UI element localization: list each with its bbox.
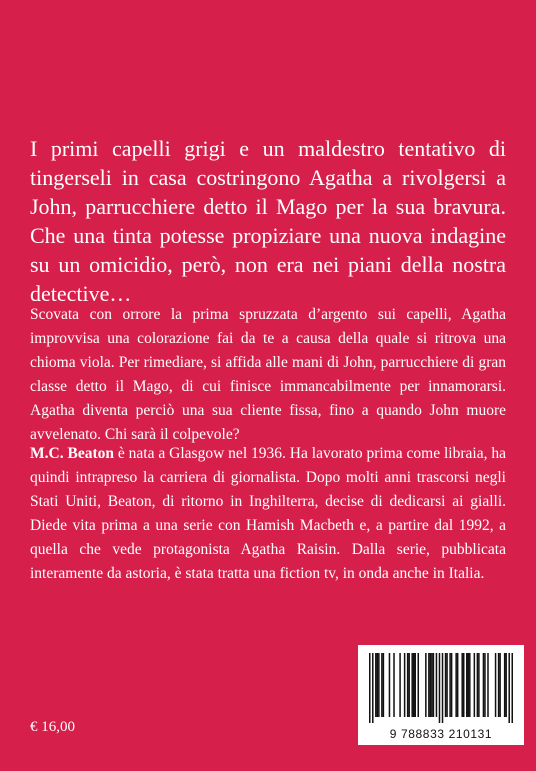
barcode-bar <box>461 653 463 717</box>
lead-paragraph: I primi capelli grigi e un maldestro tentativo di tingerseli in casa costringono Agatha a rivolgersi a John, parrucchiere detto il Mago per la sua bravura. Che una tinta potesse propiziare una nuova indagine su un omicidio, però, non era nei piani della nostra detective… <box>30 136 506 306</box>
barcode-bar <box>407 653 409 717</box>
barcode-bar <box>393 653 395 717</box>
barcode-bar <box>411 653 413 717</box>
barcode-bar <box>413 653 415 717</box>
author-name: M.C. Beaton <box>30 445 114 462</box>
barcode-bar <box>484 653 486 717</box>
barcode-bar <box>498 653 500 717</box>
barcode-bar <box>451 653 453 717</box>
barcode-bar <box>445 653 447 717</box>
barcode-bar <box>436 653 438 717</box>
barcode-bar <box>377 653 379 717</box>
barcode-bar <box>508 653 510 723</box>
barcode-bar <box>399 653 401 717</box>
barcode-bar <box>457 653 459 717</box>
barcode-bar <box>383 653 385 717</box>
barcode-bar <box>511 653 513 723</box>
barcode-bar <box>463 653 465 717</box>
barcode-bar <box>431 653 433 717</box>
barcode-bar <box>477 653 479 717</box>
barcode-bar <box>369 653 371 723</box>
barcode-panel <box>358 645 524 745</box>
barcode-bar <box>455 653 457 717</box>
barcode-bar <box>439 653 441 723</box>
author-paragraph <box>30 442 506 586</box>
barcode-bar <box>428 653 430 717</box>
author-bio: è nata a Glasgow nel 1936. Ha lavorato prima come libraia, ha quindi intrapreso la carriera di giornalista. Dopo molti anni trascorsi negli Stati Uniti, Beaton, di ritorno in Inghilterra, decise di dedicarsi ai gialli. Diede vita prima a una serie con Hamish Macbeth e, a partire dal 1992, a quella che vede protagonista Agatha Raisin. Dalla serie, pubblicata interamente da astoria, è stata tratta una fiction tv, in onda anche in Italia. <box>30 445 506 582</box>
barcode-bar <box>474 653 476 717</box>
barcode-bar <box>408 653 410 717</box>
barcode-bar <box>468 653 470 717</box>
barcode-bar <box>389 653 391 717</box>
barcode-bar <box>495 653 497 717</box>
barcode-bar <box>378 653 380 717</box>
barcode-bar <box>449 653 451 717</box>
barcode-bar <box>446 653 448 717</box>
barcode-bar <box>418 653 420 717</box>
barcode-bar <box>430 653 432 717</box>
barcode-bar <box>504 653 506 717</box>
barcode-bar <box>425 653 427 717</box>
barcode-bar <box>375 653 377 717</box>
barcode-bar <box>466 653 468 717</box>
barcode-bar <box>505 653 507 717</box>
barcode-bar <box>487 653 489 717</box>
barcode-bar <box>433 653 435 717</box>
barcode-bar <box>442 653 444 723</box>
barcode-bar <box>381 653 383 717</box>
barcode-bar <box>404 653 406 717</box>
barcode-bar <box>414 653 416 717</box>
barcode-bar <box>372 653 374 723</box>
barcode-number: 9 788833 210131 <box>389 727 493 741</box>
barcode-bar <box>499 653 501 717</box>
price-label: € 16,00 <box>30 719 75 735</box>
barcode-bar <box>483 653 485 717</box>
barcode-icon <box>369 653 513 723</box>
synopsis-paragraph: Scovata con orrore la prima spruzzata d’argento sui capelli, Agatha improvvisa una colorazione fai da te a causa della quale si ritrova una chioma viola. Per rimediare, si affida alle mani di John, parrucchiere di gran classe detto il Mago, di cui finisce immancabilmente per innamorarsi. Agatha diventa perciò una sua cliente fissa, fino a quando John muore avvelenato. Chi sarà il colpevole? <box>30 306 506 443</box>
barcode-bar <box>478 653 480 717</box>
barcode-bar <box>469 653 471 717</box>
